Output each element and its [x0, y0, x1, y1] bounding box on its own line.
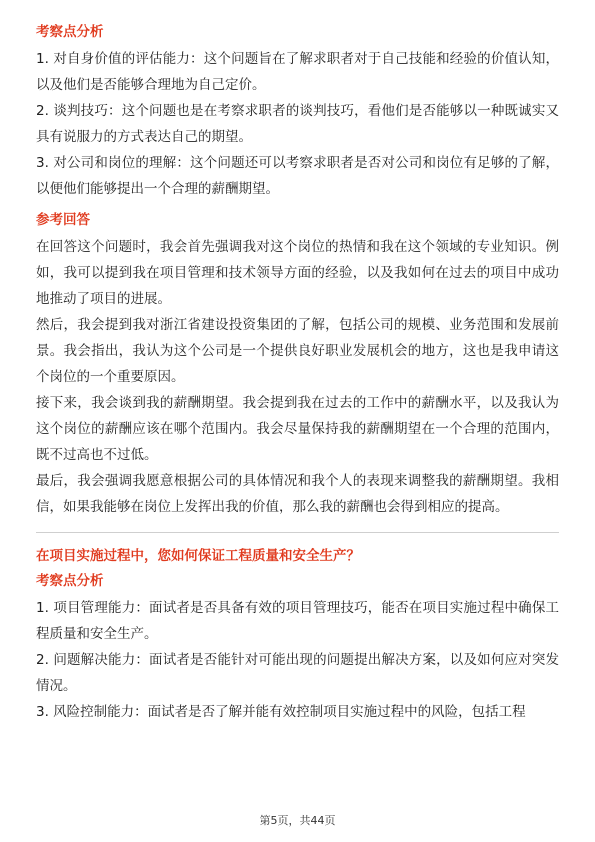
- analysis-item: 2. 问题解决能力：面试者是否能针对可能出现的问题提出解决方案，以及如何应对突发情况。: [36, 652, 559, 694]
- analysis-item: 1. 对自身价值的评估能力：这个问题旨在了解求职者对于自己技能和经验的价值认知，以及他们是否能够合理地为自己定价。: [36, 51, 559, 93]
- analysis-item: 2. 谈判技巧：这个问题也是在考察求职者的谈判技巧，看他们是否能够以一种既诚实又具有说服力的方式表达自己的期望。: [36, 103, 559, 145]
- section-divider: [36, 532, 559, 533]
- question-title: 在项目实施过程中，您如何保证工程质量和安全生产？: [36, 548, 360, 564]
- analysis-item: 3. 对公司和岗位的理解：这个问题还可以考察求职者是否对公司和岗位有足够的了解，以便他们能够提出一个合理的薪酬期望。: [36, 155, 559, 197]
- answer-paragraph: 最后，我会强调我愿意根据公司的具体情况和我个人的表现来调整我的薪酬期望。我相信，如果我能够在岗位上发挥出我的价值，那么我的薪酬也会得到相应的提高。: [36, 473, 559, 515]
- answer-paragraph: 在回答这个问题时，我会首先强调我对这个岗位的热情和我在这个领域的专业知识。例如，我可以提到我在项目管理和技术领导方面的经验，以及我如何在过去的项目中成功地推动了项目的进展。: [36, 239, 559, 307]
- analysis-heading-1: 考察点分析: [36, 24, 104, 40]
- analysis-heading-2: 考察点分析: [36, 573, 104, 589]
- analysis-item: 1. 项目管理能力：面试者是否具备有效的项目管理技巧，能否在项目实施过程中确保工程质量和安全生产。: [36, 600, 559, 642]
- analysis-item: 3. 风险控制能力：面试者是否了解并能有效控制项目实施过程中的风险，包括工程: [36, 704, 526, 720]
- answer-paragraph: 然后，我会提到我对浙江省建设投资集团的了解，包括公司的规模、业务范围和发展前景。我会指出，我认为这个公司是一个提供良好职业发展机会的地方，这也是我申请这个岗位的一个重要原因。: [36, 317, 559, 385]
- page-number: 第5页，共44页: [259, 814, 336, 827]
- answer-paragraph: 接下来，我会谈到我的薪酬期望。我会提到我在过去的工作中的薪酬水平，以及我认为这个岗位的薪酬应该在哪个范围内。我会尽量保持我的薪酬期望在一个合理的范围内，既不过高也不过低。: [36, 395, 559, 463]
- answer-heading: 参考回答: [36, 212, 90, 228]
